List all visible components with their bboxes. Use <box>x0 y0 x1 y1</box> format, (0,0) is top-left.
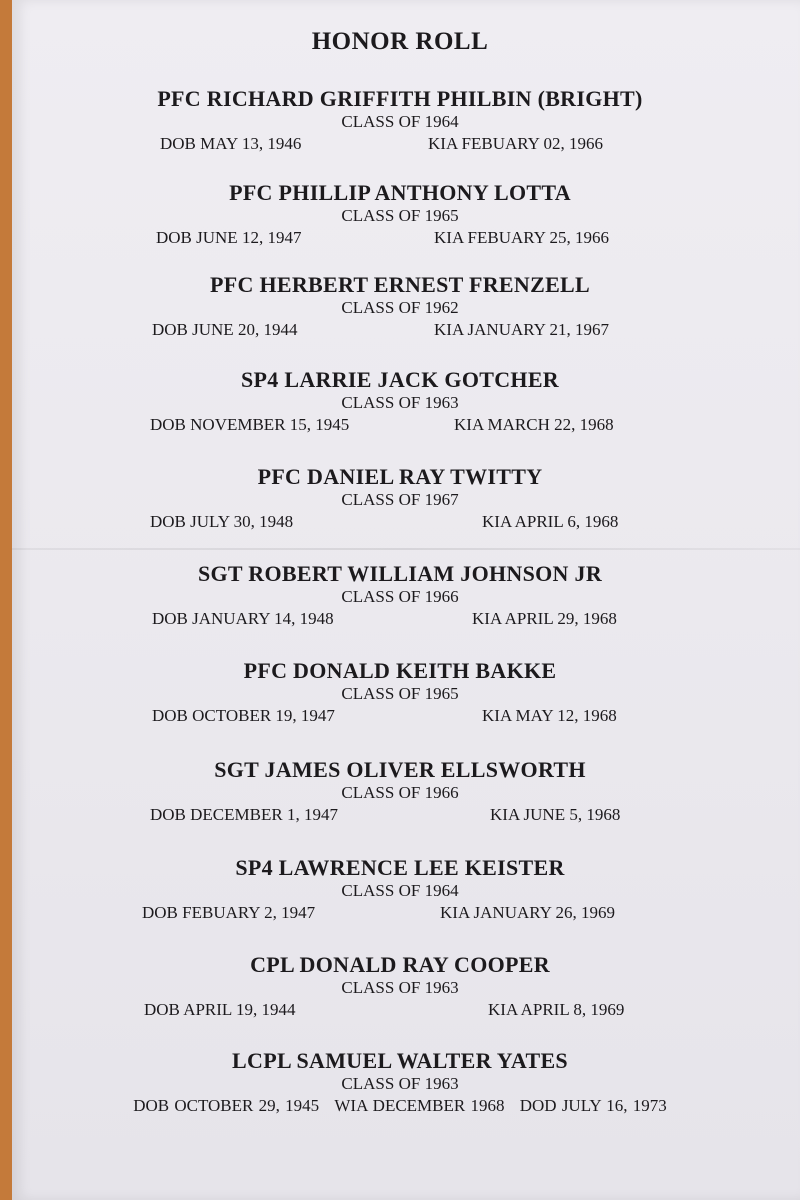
entry-kia: KIA APRIL 8, 1969 <box>488 1000 625 1019</box>
honor-entry <box>0 658 800 727</box>
entry-dates <box>0 999 800 1021</box>
entry-dates <box>0 319 800 341</box>
entry-class: CLASS OF 1965 <box>341 684 459 703</box>
entry-dates <box>0 511 800 533</box>
entry-name: SP4 LAWRENCE LEE KEISTER <box>235 855 565 880</box>
entry-dates <box>0 133 800 155</box>
entry-dates <box>0 902 800 924</box>
entry-name: CPL DONALD RAY COOPER <box>250 952 550 977</box>
honor-entry <box>0 757 800 826</box>
entry-class: CLASS OF 1964 <box>341 881 459 900</box>
entry-dob: DOB JUNE 20, 1944 <box>152 320 298 339</box>
entry-dob: DOB APRIL 19, 1944 <box>144 1000 296 1019</box>
entry-dob: DOB JUNE 12, 1947 <box>156 228 302 247</box>
entry-kia: KIA FEBUARY 25, 1966 <box>434 228 610 247</box>
entry-name: PFC DONALD KEITH BAKKE <box>243 658 557 683</box>
entry-kia: KIA JANUARY 21, 1967 <box>434 320 610 339</box>
entry-kia: KIA APRIL 6, 1968 <box>482 512 619 531</box>
entry-dob: DOB OCTOBER 29, 1945 <box>133 1096 320 1115</box>
entry-wia: WIA DECEMBER 1968 <box>334 1096 505 1115</box>
honor-entry <box>0 367 800 436</box>
honor-entry-last <box>0 1048 800 1117</box>
entry-kia: KIA JUNE 5, 1968 <box>490 805 621 824</box>
entry-name: SGT JAMES OLIVER ELLSWORTH <box>214 757 586 782</box>
entry-dob: DOB JULY 30, 1948 <box>150 512 294 531</box>
entry-kia: KIA JANUARY 26, 1969 <box>440 903 616 922</box>
entry-dates <box>0 1095 800 1117</box>
entry-name: PFC PHILLIP ANTHONY LOTTA <box>229 180 571 205</box>
entry-kia: KIA MAY 12, 1968 <box>482 706 617 725</box>
entry-dob: DOB OCTOBER 19, 1947 <box>152 706 335 725</box>
entry-dates <box>0 804 800 826</box>
entry-class: CLASS OF 1964 <box>341 112 459 131</box>
entry-kia: KIA APRIL 29, 1968 <box>472 609 617 628</box>
honor-entry <box>0 86 800 155</box>
paper-fold-crease <box>12 548 800 550</box>
entry-class: CLASS OF 1963 <box>341 978 459 997</box>
entry-class: CLASS OF 1962 <box>341 298 459 317</box>
entry-dob: DOB FEBUARY 2, 1947 <box>142 903 316 922</box>
honor-entry <box>0 855 800 924</box>
page-title: HONOR ROLL <box>311 28 489 55</box>
entry-name: SGT ROBERT WILLIAM JOHNSON JR <box>197 561 603 586</box>
entry-kia: KIA MARCH 22, 1968 <box>454 415 614 434</box>
honor-entry <box>0 561 800 630</box>
honor-entry <box>0 180 800 249</box>
honor-entry <box>0 952 800 1021</box>
entry-dod: DOD JULY 16, 1973 <box>519 1096 667 1115</box>
entry-dob: DOB MAY 13, 1946 <box>160 134 302 153</box>
entry-kia: KIA FEBUARY 02, 1966 <box>428 134 604 153</box>
entry-name: PFC RICHARD GRIFFITH PHILBIN (BRIGHT) <box>157 86 643 111</box>
entry-dob: DOB DECEMBER 1, 1947 <box>150 805 338 824</box>
entry-class: CLASS OF 1967 <box>341 490 459 509</box>
entry-dates <box>0 414 800 436</box>
entry-name: PFC DANIEL RAY TWITTY <box>257 464 543 489</box>
honor-entry <box>0 464 800 533</box>
entry-dob: DOB JANUARY 14, 1948 <box>152 609 334 628</box>
entry-name: PFC HERBERT ERNEST FRENZELL <box>210 272 590 297</box>
entry-dob: DOB NOVEMBER 15, 1945 <box>150 415 350 434</box>
honor-entry <box>0 272 800 341</box>
entry-class: CLASS OF 1963 <box>341 1074 459 1093</box>
entry-class: CLASS OF 1963 <box>341 393 459 412</box>
entry-dates <box>0 705 800 727</box>
entry-class: CLASS OF 1965 <box>341 206 459 225</box>
entry-dates <box>0 608 800 630</box>
entry-class: CLASS OF 1966 <box>341 783 459 802</box>
entry-class: CLASS OF 1966 <box>341 587 459 606</box>
entry-name: SP4 LARRIE JACK GOTCHER <box>241 367 559 392</box>
entry-name: LCPL SAMUEL WALTER YATES <box>232 1048 568 1073</box>
entry-dates <box>0 227 800 249</box>
